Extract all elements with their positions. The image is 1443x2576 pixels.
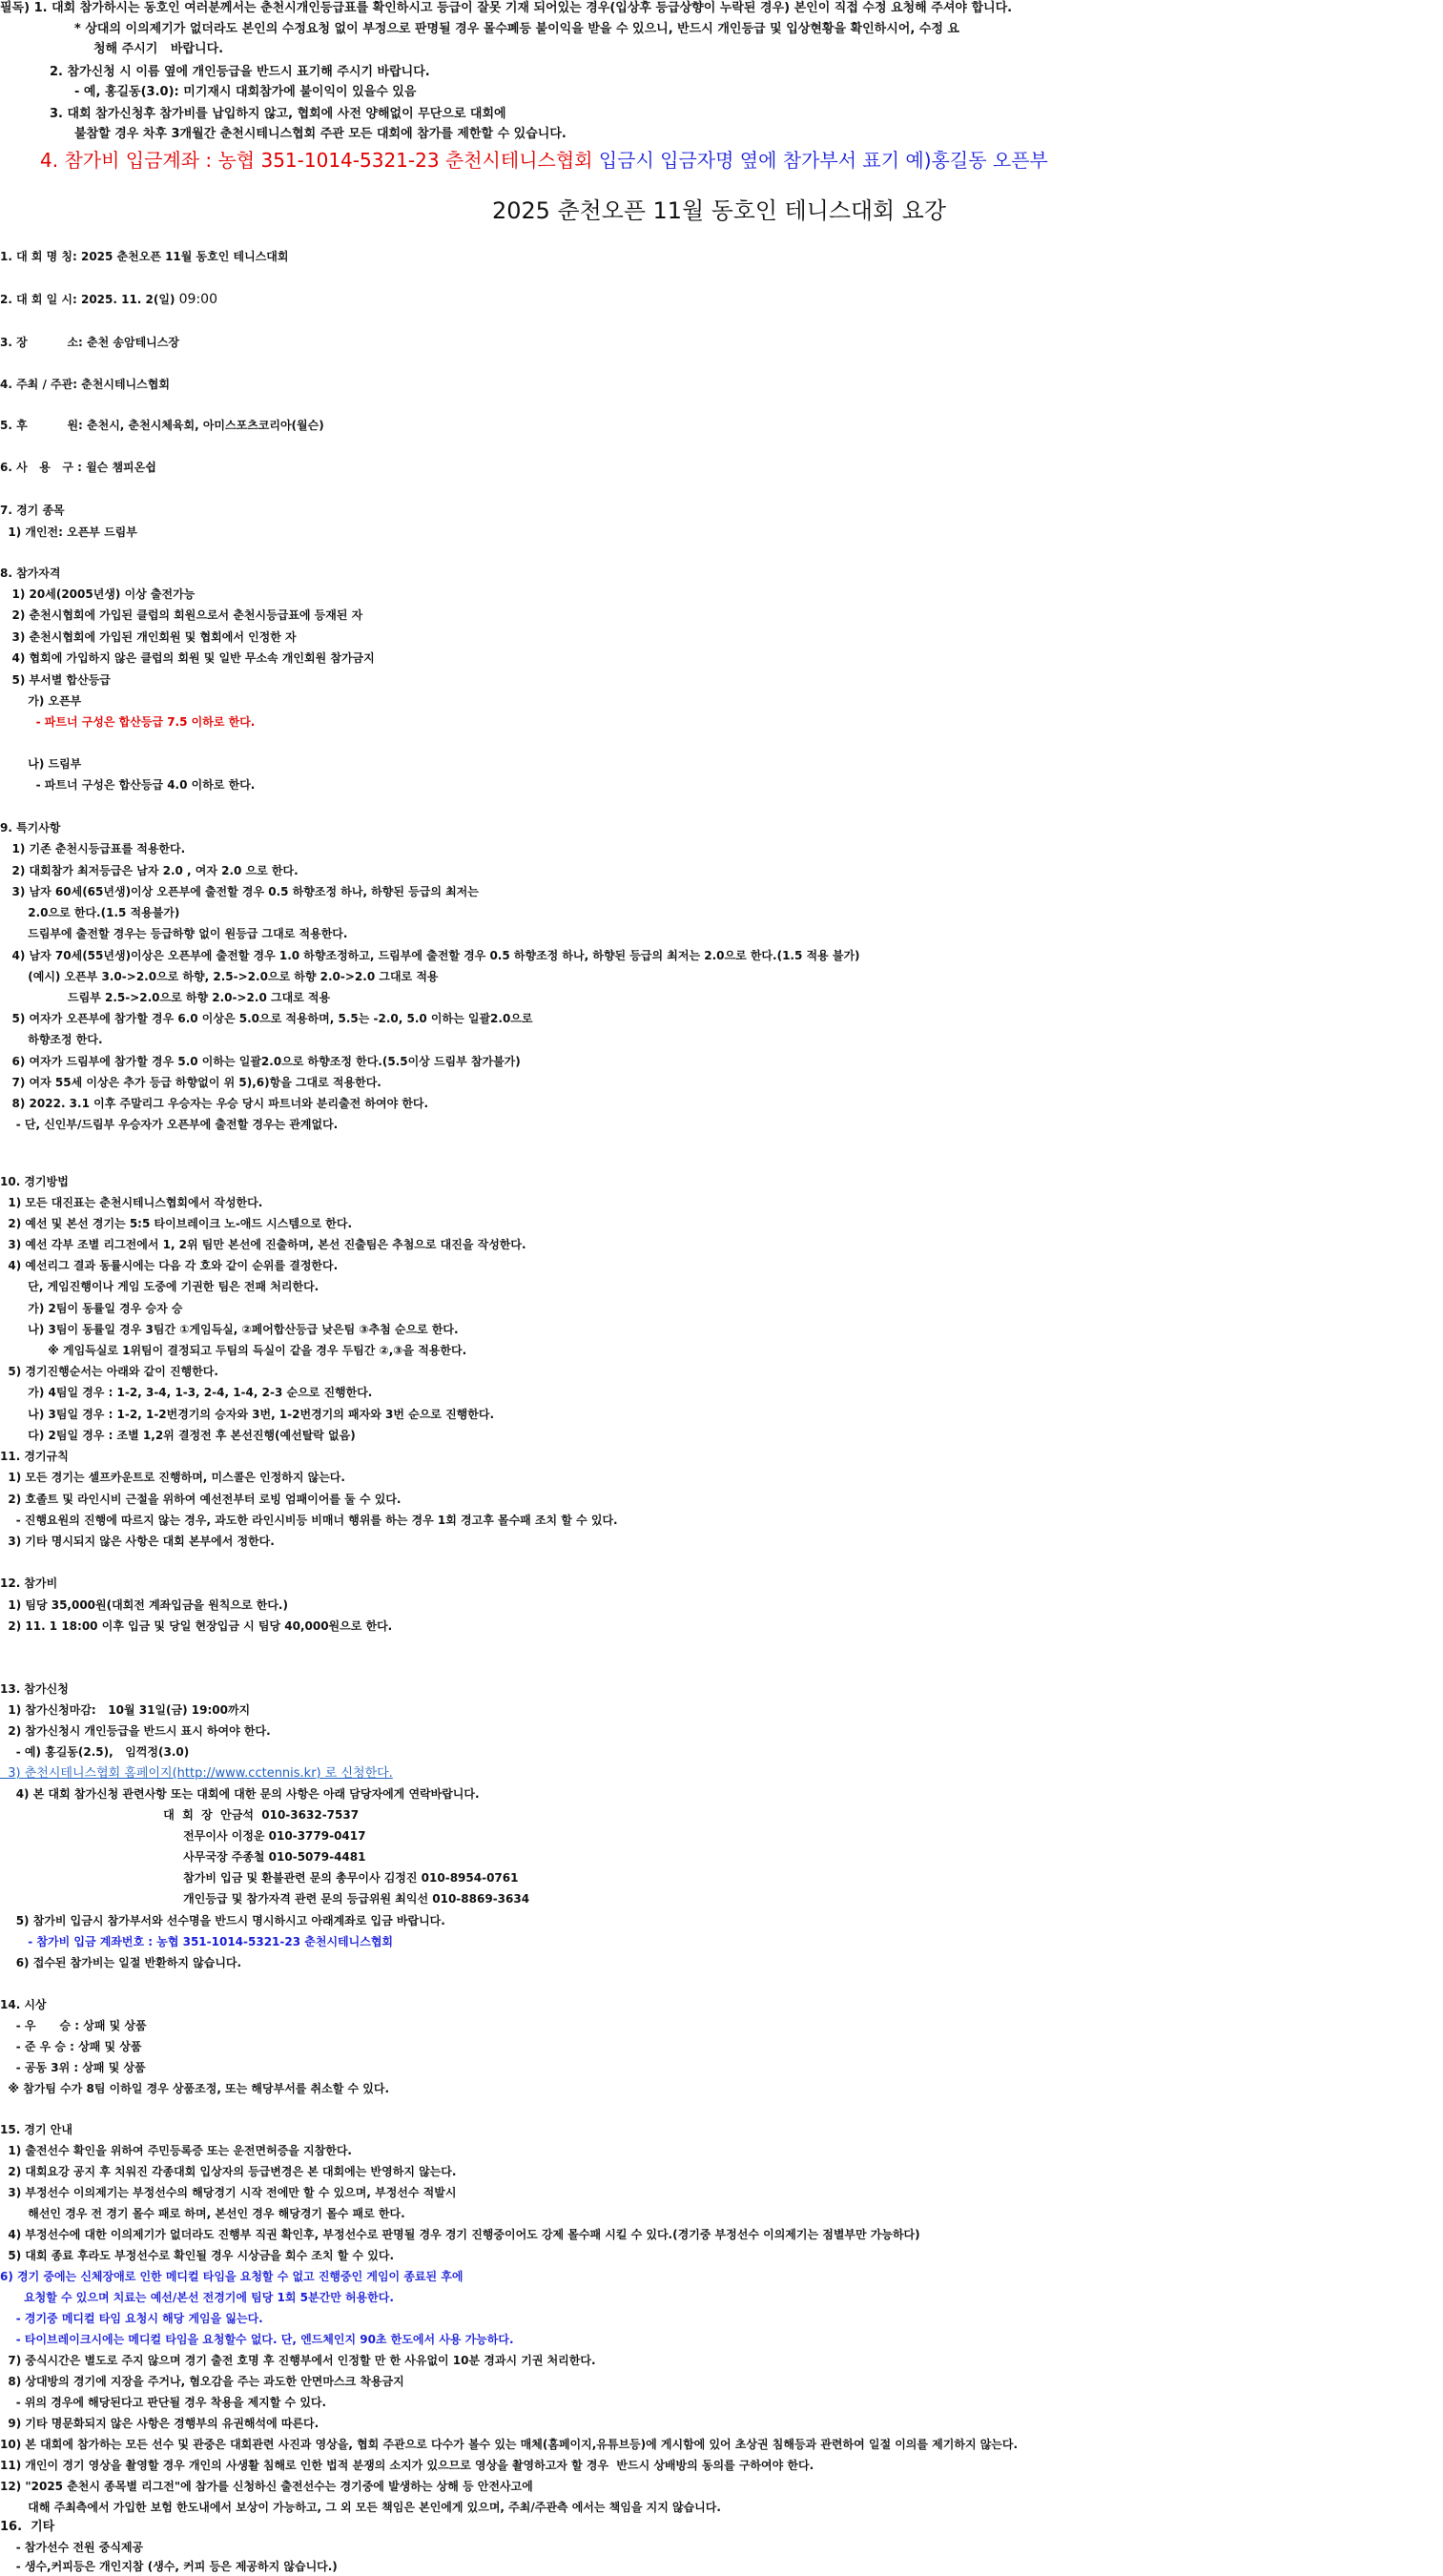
notice-line-6: 3. 대회 참가신청후 참가비를 납입하지 않고, 협회에 사전 양해없이 무단으로 대회에 [50, 107, 506, 121]
contact-line: 참가비 입금 및 환불관련 문의 총무이사 김정진 010-8954-0761 [0, 1871, 519, 1885]
section-10-item: 2) 예선 및 본선 경기는 5:5 타이브레이크 노-애드 시스템으로 한다. [0, 1217, 353, 1230]
section-8-item: 나) 드림부 [0, 757, 82, 771]
section-9-item: (예시) 오픈부 3.0->2.0으로 하향, 2.5->2.0으로 하향 2.0->2.0 그대로 적용 [0, 970, 439, 983]
section-15-heading: 15. 경기 안내 [0, 2123, 72, 2136]
section-15-item: 대해 주최측에서 가입한 보험 한도내에서 보상이 가능하고, 그 외 모든 책임은 본인에게 있으며, 주최/주관측 에서는 책임을 지지 않습니다. [0, 2501, 721, 2514]
section-10-item: 5) 경기진행순서는 아래와 같이 진행한다. [0, 1365, 218, 1378]
section-10-item: 가) 2팀이 동률일 경우 승자 승 [0, 1302, 183, 1315]
medical-time-rule: - 타이브레이크시에는 메디컬 타임을 요청할수 없다. 단, 엔드체인지 90초 한도에서 사용 가능하다. [0, 2333, 514, 2346]
section-15-item: 7) 중식시간은 별도로 주지 않으며 경기 출전 호명 후 진행부에서 인정할 만 한 사유없이 10분 경과시 기권 처리한다. [0, 2354, 596, 2367]
section-13-item: 1) 참가신청마감: 10월 31일(금) 19:00까지 [0, 1703, 251, 1717]
section-15-item: 12) "2025 춘천시 종목별 리그전"에 참가를 신청하신 출전선수는 경기중에 발생하는 상해 등 안전사고에 [0, 2480, 533, 2493]
section-2-date [0, 293, 217, 307]
section-9-item: 2.0으로 한다.(1.5 적용불가) [0, 906, 180, 919]
fee-account-text: 4. 참가비 입금계좌 : 농협 351-1014-5321-23 춘천시테니스협회 [40, 149, 593, 172]
document-title: 2025 춘천오픈 11월 동호인 테니스대회 요강 [492, 197, 946, 224]
section-16-item: - 참가선수 전원 중식제공 [0, 2541, 144, 2554]
contact-line: 사무국장 주종철 010-5079-4481 [0, 1850, 366, 1864]
section-8-item: 가) 오픈부 [0, 694, 82, 708]
section-14-item: - 우 승 : 상패 및 상품 [0, 2019, 147, 2032]
section-10-item: 4) 예선리그 결과 동률시에는 다음 각 호와 같이 순위를 결정한다. [0, 1259, 339, 1272]
fee-account-notice [40, 148, 1048, 173]
section-9-item: 1) 기존 춘천시등급표를 적용한다. [0, 842, 186, 855]
section-10-heading: 10. 경기방법 [0, 1175, 69, 1188]
medical-time-rule: 요청할 수 있으며 치료는 예선/본선 전경기에 팀당 1회 5분간만 허용한다. [0, 2291, 394, 2304]
section-10-item: 나) 3팀이 동률일 경우 3팀간 ①게임득실, ②페어합산등급 낮은팀 ③추첨 순으로 한다. [0, 1323, 459, 1336]
section-10-item: 나) 3팀일 경우 : 1-2, 1-2번경기의 승자와 3번, 1-2번경기의 패자와 3번 순으로 진행한다. [0, 1408, 495, 1421]
section-15-item: 해선인 경우 전 경기 몰수 패로 하며, 본선인 경우 해당경기 몰수 패로 한다. [0, 2207, 405, 2220]
section-4-host: 4. 주최 / 주관: 춘천시테니스협회 [0, 378, 170, 391]
section-13-item: 6) 접수된 참가비는 일절 반환하지 않습니다. [0, 1956, 242, 1969]
section-11-item: 3) 기타 명시되지 않은 사항은 대회 본부에서 정한다. [0, 1535, 275, 1548]
section-13-item: - 예) 홍길동(2.5), 임꺽정(3.0) [0, 1745, 190, 1759]
section-11-heading: 11. 경기규칙 [0, 1450, 69, 1463]
notice-line-5: - 예, 홍길동(3.0): 미기재시 대회참가에 불이익이 있을수 있음 [74, 85, 417, 99]
section-10-item: 단, 게임진행이나 게임 도중에 기권한 팀은 전패 처리한다. [0, 1280, 320, 1293]
notice-line-1: 필독) 1. 대회 참가하시는 동호인 여러분께서는 춘천시개인등급표를 확인하시고 등급이 잘못 기재 되어있는 경우(입상후 등급상향이 누락된 경우) 본인이 직접 수정 요청해 주셔야 합니다. [0, 1, 1013, 15]
section-15-item: 5) 대회 종료 후라도 부정선수로 확인될 경우 시상금을 회수 조치 할 수 있다. [0, 2249, 395, 2262]
section-14-heading: 14. 시상 [0, 1998, 47, 2011]
section-10-item: 3) 예선 각부 조별 리그전에서 1, 2위 팀만 본선에 진출하며, 본선 진출팀은 추첨으로 대진을 작성한다. [0, 1238, 526, 1251]
section-9-heading: 9. 특기사항 [0, 821, 61, 835]
section-15-item: 9) 기타 명문화되지 않은 사항은 경행부의 유권해석에 따른다. [0, 2417, 320, 2430]
section-8-item: 4) 협회에 가입하지 않은 클럽의 회원 및 일반 무소속 개인회원 참가금지 [0, 651, 375, 665]
section-13-heading: 13. 참가신청 [0, 1682, 69, 1696]
section-15-item: 8) 상대방의 경기에 지장을 주거나, 혐오감을 주는 과도한 안면마스크 착용금지 [0, 2375, 404, 2388]
section-8-item: 1) 20세(2005년생) 이상 출전가능 [0, 587, 196, 601]
section-10-item: 가) 4팀일 경우 : 1-2, 3-4, 1-3, 2-4, 1-4, 2-3 순으로 진행한다. [0, 1386, 373, 1399]
section-8-heading: 8. 참가자격 [0, 567, 61, 580]
section-13-item: 4) 본 대회 참가신청 관련사항 또는 대회에 대한 문의 사항은 아래 담당자에게 연락바랍니다. [0, 1787, 480, 1801]
section-13-account: - 참가비 입금 계좌번호 : 농협 351-1014-5321-23 춘천시테니스협회 [0, 1935, 394, 1948]
medical-time-rule: - 경기중 메디컬 타임 요청시 해당 게임을 잃는다. [0, 2312, 263, 2325]
section-12-item: 2) 11. 1 18:00 이후 입금 및 당일 현장입금 시 팀당 40,000원으로 한다. [0, 1619, 393, 1633]
section-8-item: - 파트너 구성은 합산등급 4.0 이하로 한다. [0, 778, 256, 792]
section-16-heading: 16. 기타 [0, 2520, 55, 2534]
section-7-heading: 7. 경기 종목 [0, 504, 65, 517]
section-13-item: 2) 참가신청시 개인등급을 반드시 표시 하여야 한다. [0, 1724, 271, 1738]
section-15-item: - 위의 경우에 해당된다고 판단될 경우 착용을 제지할 수 있다. [0, 2396, 327, 2409]
section-9-item: 드림부에 출전할 경우는 등급하향 없이 원등급 그대로 적용한다. [0, 927, 348, 940]
section-9-item: 5) 여자가 오픈부에 참가할 경우 6.0 이상은 5.0으로 적용하며, 5.5는 -2.0, 5.0 이하는 일괄2.0으로 [0, 1012, 533, 1025]
medical-time-rule: 6) 경기 중에는 신체장애로 인한 메디컬 타임을 요청할 수 없고 진행중인 게임이 종료된 후에 [0, 2270, 464, 2283]
section-9-item: 4) 남자 70세(55년생)이상은 오픈부에 출전할 경우 1.0 하향조정하고, 드림부에 출전할 경우 0.5 하향조정 하나, 하향된 등급의 최저는 2.0으로 한다.(1.5 적용 불가) [0, 949, 860, 962]
section-2-date-label: 2. 대 회 일 시: 2025. 11. 2(일) [0, 293, 179, 306]
section-8-item: 3) 춘천시협회에 가입된 개인회원 및 협회에서 인정한 자 [0, 630, 297, 644]
section-5-sponsor: 5. 후 원: 춘천시, 춘천시체육회, 아미스포츠코리아(월슨) [0, 419, 324, 432]
homepage-link[interactable]: 3) 춘천시테니스협회 홈페이지(http://www.cctennis.kr) 로 신청한다. [0, 1766, 393, 1781]
contact-line: 대 회 장 안금석 010-3632-7537 [0, 1808, 360, 1822]
section-15-item: 4) 부정선수에 대한 이의제기가 없더라도 진행부 직권 확인후, 부정선수로 판명될 경우 경기 진행중이어도 강제 몰수패 시킬 수 있다.(경기중 부정선수 이의제기는 점별부만 가능하다) [0, 2228, 920, 2241]
section-8-item: 5) 부서별 합산등급 [0, 673, 111, 687]
section-14-item: - 준 우 승 : 상패 및 상품 [0, 2040, 142, 2053]
section-16-item: - 생수,커피등은 개인지참 (생수, 커피 등은 제공하지 않습니다.) [0, 2560, 338, 2573]
fee-note-text: 입금시 입금자명 옆에 참가부서 표기 예)홍길동 오픈부 [592, 149, 1048, 172]
notice-line-2: * 상대의 이의제기가 없더라도 본인의 수정요청 없이 부정으로 판명될 경우 몰수폐등 불이익을 받을 수 있으니, 반드시 개인등급 및 입상현황을 확인하시어, 수정 요 [74, 22, 959, 36]
section-9-item: 드림부 2.5->2.0으로 하향 2.0->2.0 그대로 적용 [0, 991, 331, 1004]
section-14-item: - 공동 3위 : 상패 및 상품 [0, 2061, 146, 2074]
section-15-item: 11) 개인이 경기 영상을 촬영할 경우 개인의 사생활 침해로 인한 법적 분쟁의 소지가 있으므로 영상을 촬영하고자 할 경우 반드시 상배방의 동의를 구하여야 한다. [0, 2459, 814, 2472]
section-1-name: 1. 대 회 명 칭: 2025 춘천오픈 11월 동호인 테니스대회 [0, 250, 289, 263]
section-9-item: 2) 대회참가 최저등급은 남자 2.0 , 여자 2.0 으로 한다. [0, 864, 299, 877]
section-9-item: 8) 2022. 3.1 이후 주말리그 우승자는 우승 당시 파트너와 분리출전 하여야 한다. [0, 1097, 429, 1110]
section-9-item: 7) 여자 55세 이상은 추가 등급 하향없이 위 5),6)항을 그대로 적용한다. [0, 1076, 381, 1089]
section-14-item: ※ 참가팀 수가 8팀 이하일 경우 상품조정, 또는 해당부서를 취소할 수 있다. [0, 2082, 390, 2095]
section-10-item: 다) 2팀일 경우 : 조별 1,2위 결정전 후 본선진행(예선탈락 없음) [0, 1429, 356, 1442]
section-3-venue: 3. 장 소: 춘천 송암테니스장 [0, 336, 179, 349]
section-7-item: 1) 개인전: 오픈부 드림부 [0, 526, 137, 539]
section-15-item: 2) 대회요강 공지 후 치워진 각종대회 입상자의 등급변경은 본 대회에는 반영하지 않는다. [0, 2165, 457, 2178]
section-12-heading: 12. 참가비 [0, 1577, 58, 1590]
section-15-item: 1) 출전선수 확인을 위하여 주민등록증 또는 운전면허증을 지참한다. [0, 2144, 352, 2157]
section-8-item: 2) 춘천시협회에 가입된 클럽의 회원으로서 춘천시등급표에 등재된 자 [0, 608, 363, 622]
section-12-item: 1) 팀당 35,000원(대회전 계좌입금을 원칙으로 한다.) [0, 1598, 288, 1612]
section-11-item: - 진행요원의 진행에 따르지 않는 경우, 과도한 라인시비등 비매너 행위를 하는 경우 1회 경고후 몰수패 조치 할 수 있다. [0, 1514, 618, 1527]
section-9-item: 3) 남자 60세(65년생)이상 오픈부에 출전할 경우 0.5 하향조정 하나, 하향된 등급의 최저는 [0, 885, 479, 898]
section-6-ball: 6. 사 용 구 : 윌슨 챔피온쉽 [0, 461, 156, 474]
notice-line-3: 청해 주시기 바랍니다. [93, 42, 224, 56]
section-9-item: 하향조정 한다. [0, 1033, 103, 1046]
contact-line: 개인등급 및 참가자격 관련 문의 등급위원 최익선 010-8869-3634 [0, 1892, 530, 1906]
section-13-item: 5) 참가비 입금시 참가부서와 선수명을 반드시 명시하시고 아래계좌로 입금 바랍니다. [0, 1914, 445, 1927]
section-10-item: ※ 게임득실로 1위팀이 결정되고 두팀의 득실이 같을 경우 두팀간 ②,③을 적용한다. [0, 1344, 467, 1357]
section-2-time: 09:00 [178, 292, 217, 307]
notice-line-7: 불참할 경우 차후 3개월간 춘천시테니스협회 주관 모든 대회에 참가를 제한할 수 있습니다. [74, 127, 567, 141]
section-15-item: 3) 부정선수 이의제기는 부정선수의 해당경기 시작 전에만 할 수 있으며, 부정선수 적발시 [0, 2186, 457, 2199]
section-9-item: 6) 여자가 드림부에 참가할 경우 5.0 이하는 일괄2.0으로 하향조정 한다.(5.5이상 드림부 참가불가) [0, 1055, 521, 1068]
section-15-item: 10) 본 대회에 참가하는 모든 선수 및 관중은 대회관련 사진과 영상을, 협회 주관으로 다수가 볼수 있는 매체(홈페이지,유튜브등)에 게시함에 있어 초상권 침해등과 관련하여 일절 이의를 제기하지 않는다. [0, 2438, 1019, 2451]
section-11-item: 2) 호졸트 및 라인시비 근절을 위하여 예선전부터 로빙 엄패이어를 둘 수 있다. [0, 1493, 402, 1506]
section-11-item: 1) 모든 경기는 셀프카운트로 진행하며, 미스콜은 인정하지 않는다. [0, 1471, 345, 1484]
notice-line-4: 2. 참가신청 시 이름 옆에 개인등급을 반드시 표기해 주시기 바랍니다. [50, 65, 430, 79]
section-9-item: - 단, 신인부/드림부 우승자가 오픈부에 출전할 경우는 관계없다. [0, 1118, 339, 1131]
contact-line: 전무이사 이정운 010-3779-0417 [0, 1829, 366, 1843]
section-8-open-rule: - 파트너 구성은 합산등급 7.5 이하로 한다. [0, 715, 256, 729]
section-10-item: 1) 모든 대진표는 춘천시테니스협회에서 작성한다. [0, 1196, 263, 1209]
